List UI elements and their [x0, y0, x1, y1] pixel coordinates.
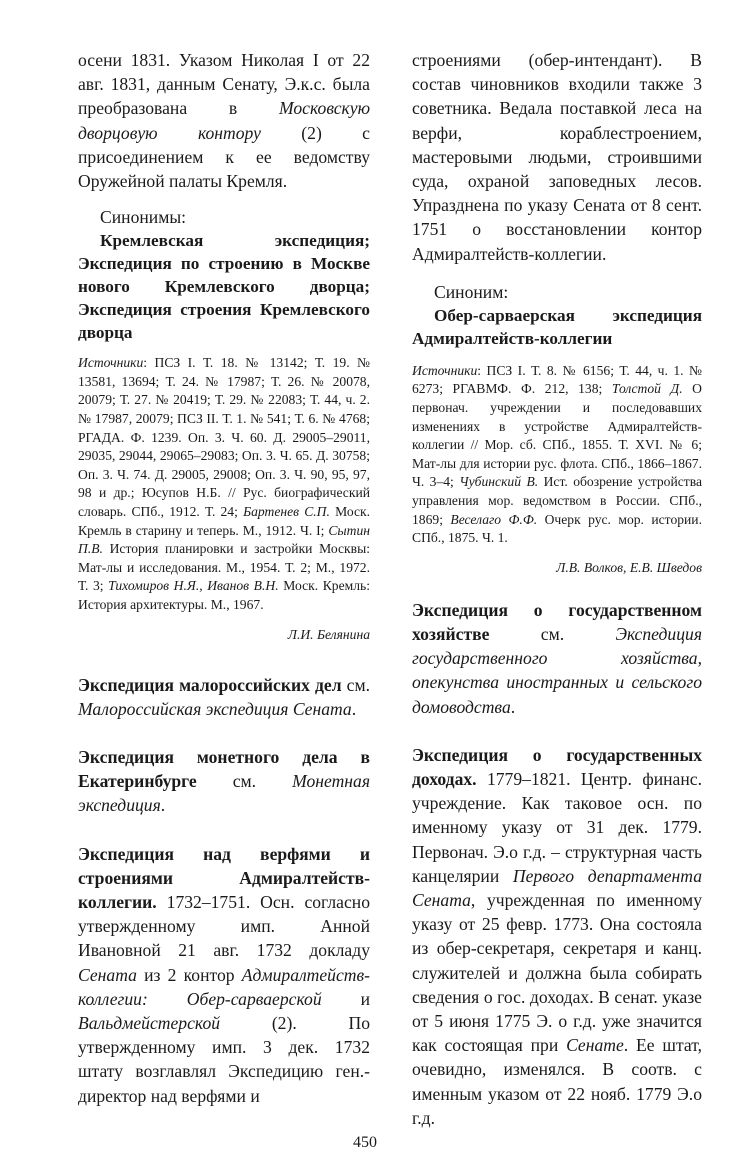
text-run: 1732–1751. Осн. согласно утвержденному имп. Анной Ивановной 21 авг. 1732 докладу: [78, 891, 370, 961]
synonym-label: Синоним:: [434, 281, 509, 302]
text-run: Источники: [78, 355, 144, 371]
text-run: Экспедиция над верфями и строениями Адмиралтейств-коллегии.: [78, 843, 370, 912]
text-run: . Ее штат, очевидно, изменялся. В соотв. с именным указом от 22 нояб. 1779 Э.о г.д.: [412, 1035, 702, 1128]
author-right: Л.В. Волков, Е.В. Шведов: [556, 559, 702, 575]
text-run: 1779–1821. Центр. финанс. учреждение. Как таковое осн. по именному указу от 31 дек. 1779. Первонач. Э.о г.д. – структурная часть канцелярии: [412, 768, 702, 886]
text-run: Сенате: [566, 1035, 624, 1056]
text-run: Первого департамента Сената: [412, 865, 702, 910]
text-run: Чубинский В.: [459, 474, 539, 490]
sources-left: [78, 354, 370, 614]
text-run: Источники: [412, 362, 478, 378]
text-run: Очерк рус. мор. истории. СПб., 1875. Ч. 1.: [412, 511, 702, 546]
text-run: Толстой Д.: [611, 381, 683, 397]
entry-nad-verfyami: [78, 842, 370, 1108]
text-run: Моск. Кремль в старину и теперь. М., 1912. Ч. I;: [78, 503, 371, 538]
right-column: [412, 48, 702, 1130]
text-run: Бартенев С.П.: [243, 503, 330, 519]
synonym-entry: Обер-сарваерская экспедиция Адмиралтейств-коллегии: [412, 305, 702, 348]
left-column: [78, 48, 370, 1108]
text-run: : ПСЗ I. Т. 18. № 13142; Т. 19. № 13581, 13694; Т. 24. № 17987; Т. 26. № 20078, 20079; Т. 27. № 20419; Т. 29. № 22083; Т. 44, ч. 2. № 17987, 20079; ПСЗ II. Т. 1. № 541; Т. 6. № 4768; РГАДА. Ф. 1239. Оп. 3. Ч. 60. Д. 29005–29011, 29035, 29044, 29065–29083; Оп. 3. Ч. 65. Д. 30758; Оп. 3. Ч. 74. Д. 29005, 29008; Оп. 3. Ч. 90, 95, 97, 98 и др.; Юсупов Н.Б. // Рус. биографический словарь. СПб., 1912. Т. 24;: [78, 355, 370, 519]
page-number: 450: [353, 1134, 377, 1151]
entry-malorossiyskikh: Экспедиция малороссийских дел см. Малороссийская экспедиция Сената.: [78, 674, 370, 719]
text-run: из 2 контор: [136, 964, 242, 985]
left-intro-paragraph: осени 1831. Указом Николая I от 22 авг. 1831, данным Сенату, Э.к.с. была преобразована в Московскую дворцовую контору (2) с присоединением к ее ведомству Оружейной палаты Кремля.: [78, 50, 370, 192]
sources-right: [412, 362, 702, 548]
text-run: (2). По утвержденному имп. 3 дек. 1732 штату возглавлял Экспедицию ген.-директор над верфями и: [78, 1012, 370, 1106]
text-run: Вальдмейстерской: [78, 1012, 221, 1033]
text-run: История планировки и застройки Москвы: Мат-лы и исследования. М., 1954. Т. 2; М., 1972. Т. 3;: [78, 541, 370, 594]
text-run: Сената: [78, 964, 137, 985]
entry-gos-hozyaystve: Экспедиция о государственном хозяйстве см. Экспедиция государственного хозяйства, опекунства иностранных и сельского домоводства.: [412, 599, 702, 717]
text-run: Экспедиция о государственных доходах.: [412, 744, 702, 789]
entry-gos-dohodakh: [412, 743, 702, 1130]
text-run: Тихомиров Н.Я., Иванов В.Н.: [108, 578, 279, 594]
text-run: Адмиралтейств-коллегии: Обер-сарваерской: [78, 964, 370, 1009]
author-left: Л.И. Белянина: [287, 626, 370, 642]
text-run: Ист. обозрение устройства управления мор. ведомством в России. СПб., 1869;: [412, 474, 702, 527]
text-run: Сытин П.В.: [78, 522, 370, 557]
text-run: : ПСЗ I. Т. 8. № 6156; Т. 44, ч. 1. № 6273; РГАВМФ. Ф. 212, 138;: [412, 362, 702, 397]
synonyms-list: Кремлевская экспедиция; Экспедиция по строению в Москве нового Кремлевского дворца; Экспедиция строения Кремлевского дворца: [78, 231, 370, 343]
text-run: Веселаго Ф.Ф.: [450, 511, 538, 527]
text-run: О первонач. учреждении и последовавших изменениях в устройстве Адмиралтейств-коллегии // Мор. сб. СПб., 1855. Т. XVI. № 6; Мат-лы для истории рус. флота. СПб., 1866–1867. Ч. 3–4;: [412, 381, 703, 490]
text-run: и: [321, 988, 370, 1009]
text-run: , учрежденная по именному указу от 25 февр. 1773. Она состояла из обер-секретаря, секретаря и канц. служителей и должна была собирать сведения о гос. доходах. В сенат. указе от 5 июня 1775 Э. о г.д. уже значится как состоящая при: [412, 890, 702, 1056]
right-intro-paragraph: строениями (обер-интендант). В состав чиновников входили также 3 советника. Ведала поставкой леса на верфи, кораблестроением, мастеровыми людьми, строившими суда, охраной заповедных лесов. Упразднена по указу Сената от 8 сент. 1751 о восстановлении контор Адмиралтейств-коллегии.: [412, 50, 702, 264]
synonyms-label: Синонимы:: [100, 207, 187, 228]
text-run: Моск. Кремль: История архитектуры. М., 1967.: [78, 578, 370, 612]
entry-monetnogo-dela: Экспедиция монетного дела в Екатеринбурге см. Монетная экспедиция.: [78, 746, 370, 816]
